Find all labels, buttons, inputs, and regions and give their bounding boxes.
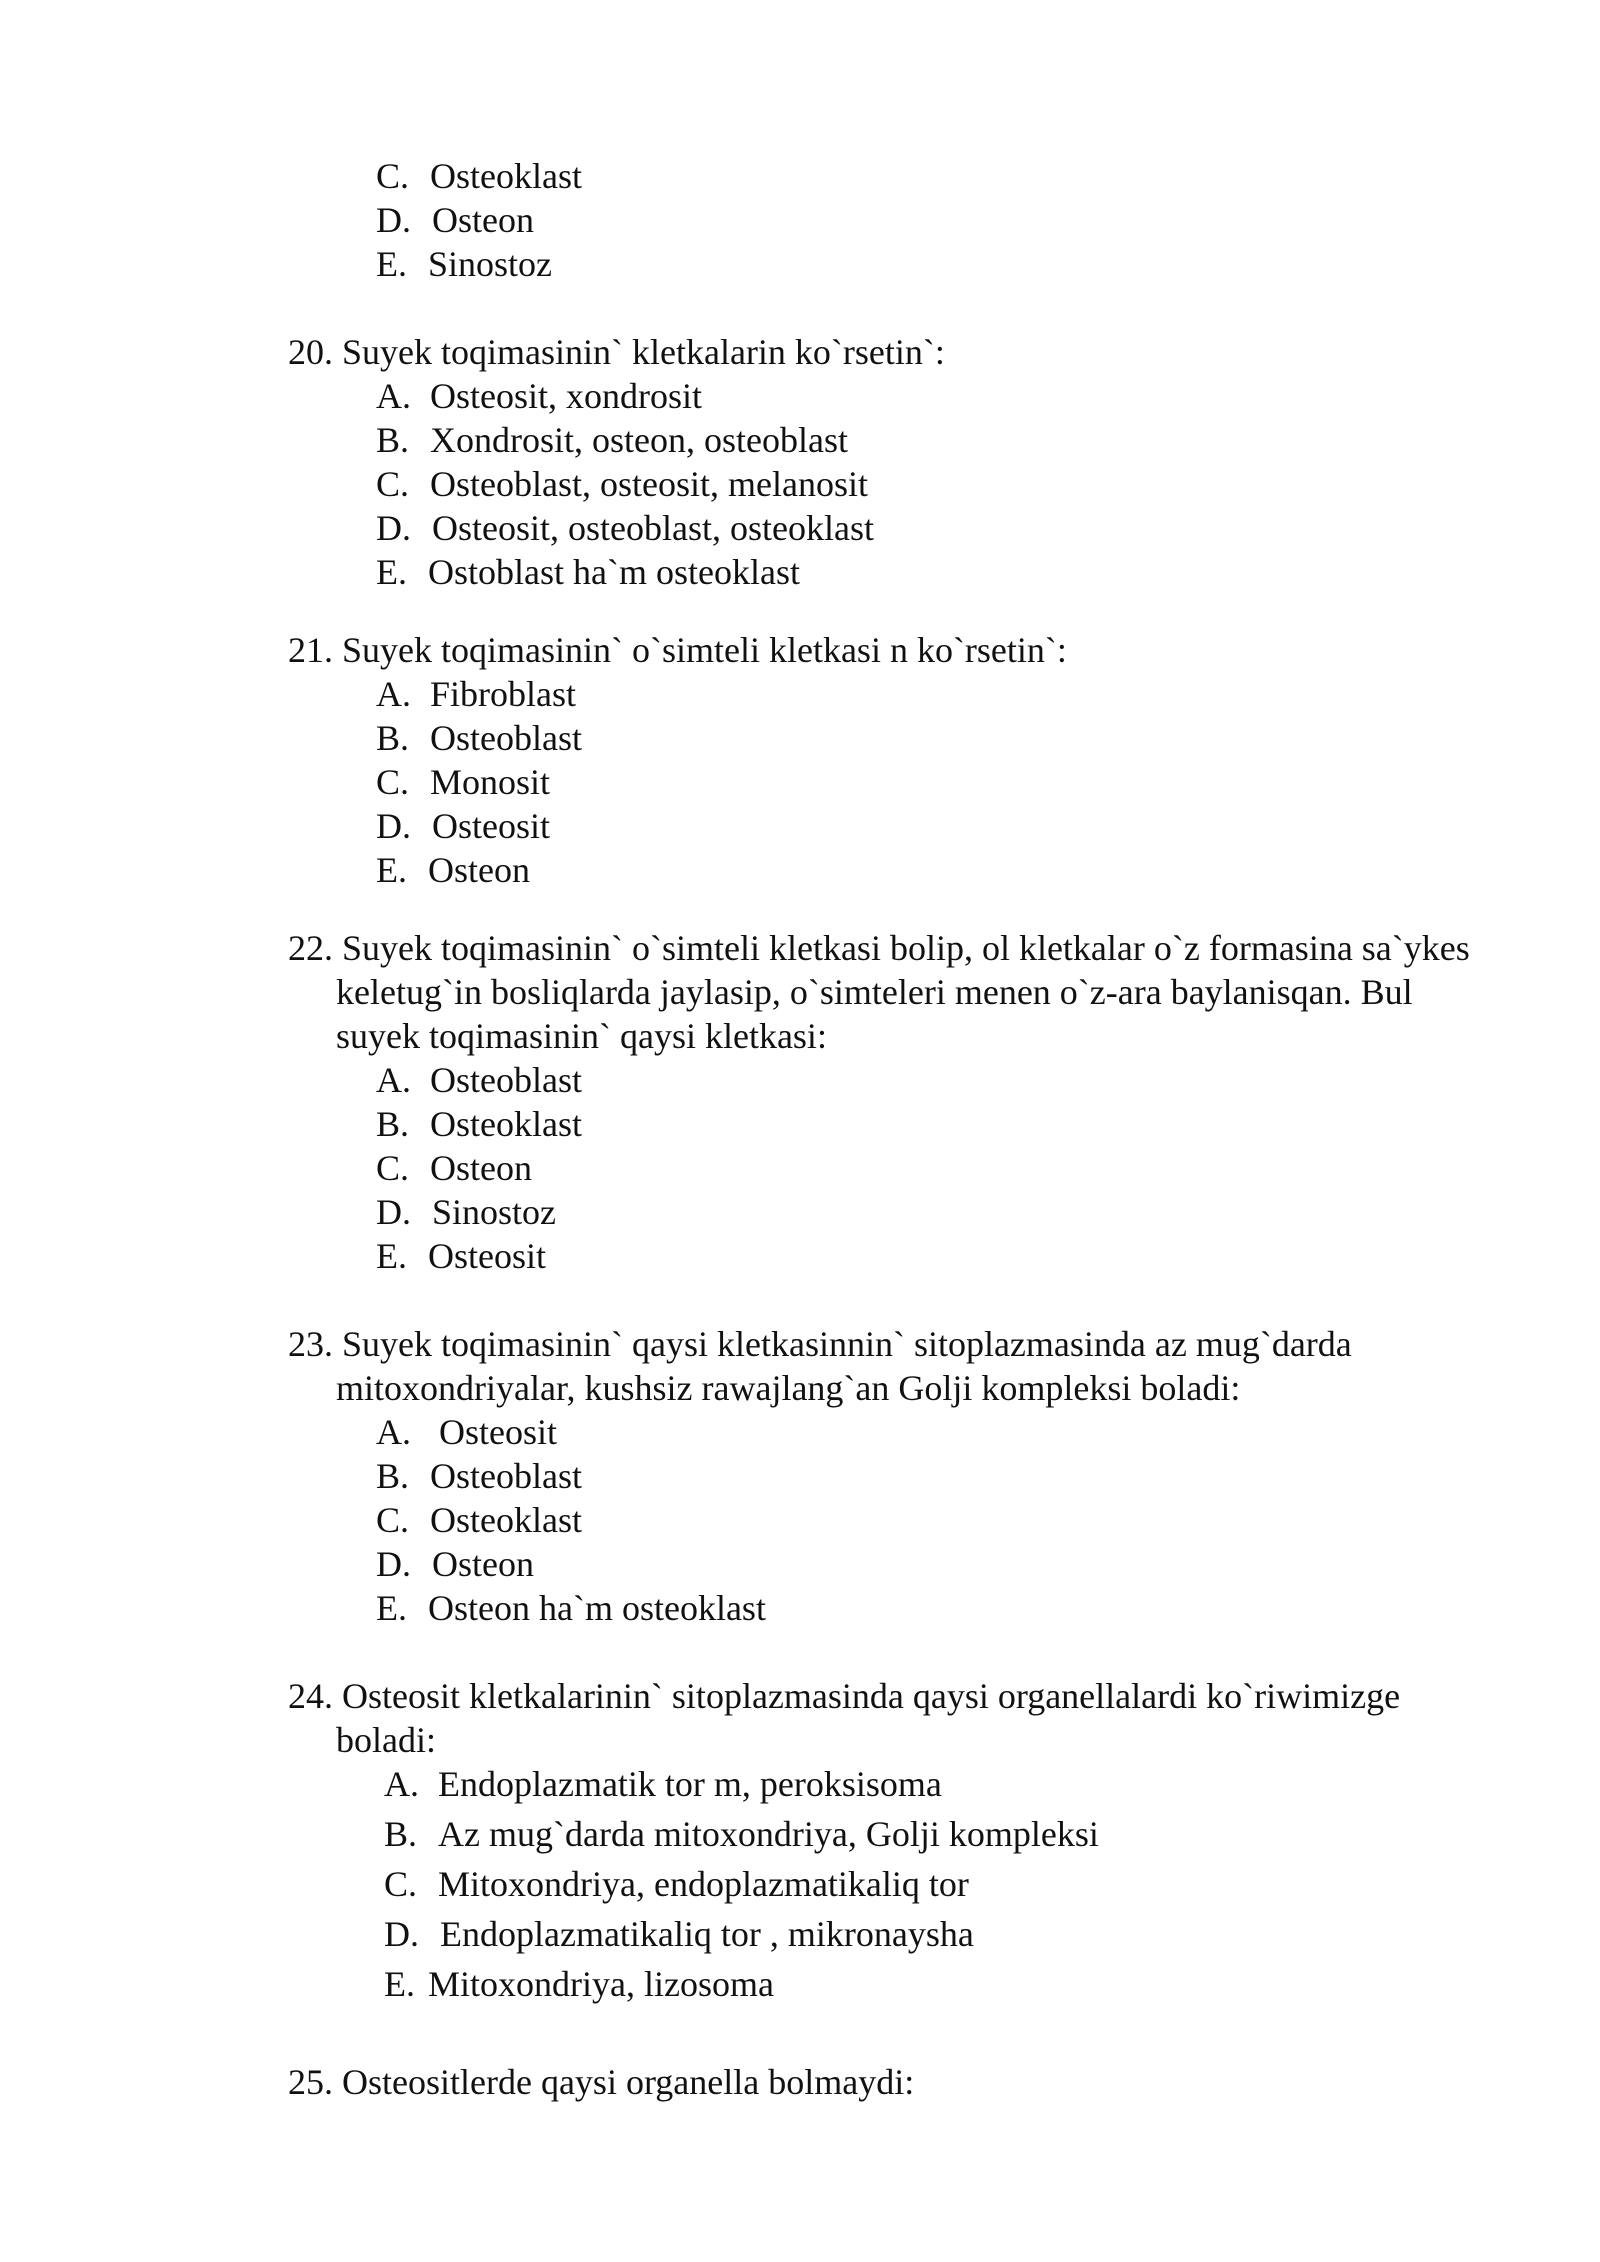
option-text: Osteosit [430, 1412, 558, 1452]
option-b [384, 1812, 1099, 1856]
question-20 [288, 330, 945, 374]
question-number: 24. [288, 1676, 333, 1716]
option-text: Osteoklast [430, 1500, 582, 1540]
option-text: Sinostoz [432, 1192, 557, 1232]
option-letter: E. [376, 1236, 407, 1276]
question-number: 20. [288, 332, 333, 372]
option-text: Osteon ha`m osteoklast [428, 1588, 766, 1628]
question-24 [288, 1674, 1400, 1718]
option-a [384, 1762, 942, 1806]
option-text: Endoplazmatikaliq tor , mikronaysha [440, 1914, 974, 1954]
option-letter: B. [376, 1104, 410, 1144]
question-text: Osteosit kletkalarinin` sitoplazmasinda qaysi organellalardi ko`riwimizge [342, 1676, 1401, 1716]
question-text-continued: boladi: [336, 1720, 436, 1760]
option-text: Osteoblast [430, 1060, 582, 1100]
option-text: Osteoblast [430, 718, 582, 758]
option-letter: D. [376, 1192, 411, 1232]
option-text: Sinostoz [428, 244, 553, 284]
option-letter: A. [376, 376, 411, 416]
question-21 [288, 628, 1067, 672]
option-c [384, 1862, 969, 1906]
option-letter: E. [376, 244, 407, 284]
option-letter: C. [376, 464, 410, 504]
option-b [376, 1454, 582, 1498]
option-e [376, 848, 530, 892]
option-text: Osteoblast [430, 1456, 582, 1496]
option-d [376, 804, 550, 848]
option-d [376, 198, 534, 242]
option-letter: D. [376, 200, 411, 240]
option-letter: B. [376, 718, 410, 758]
option-letter: E. [376, 1588, 407, 1628]
option-letter: A. [376, 1060, 411, 1100]
option-e [376, 1586, 766, 1630]
option-text: Monosit [430, 762, 551, 802]
option-text: Osteoklast [430, 1104, 582, 1144]
option-text: Xondrosit, osteon, osteoblast [430, 420, 848, 460]
option-letter: B. [384, 1814, 418, 1854]
option-text: Osteon [430, 1148, 533, 1188]
option-d [384, 1912, 974, 1956]
question-text-continued: suyek toqimasinin` qaysi kletkasi: [336, 1016, 827, 1056]
option-letter: C. [384, 1864, 418, 1904]
option-c [376, 1146, 532, 1190]
option-e [376, 550, 800, 594]
option-letter: E. [384, 1964, 415, 2004]
question-number: 22. [288, 928, 333, 968]
option-e [384, 1962, 774, 2006]
option-text: Osteosit, osteoblast, osteoklast [432, 508, 874, 548]
option-a [376, 672, 576, 716]
option-a [376, 1058, 582, 1102]
question-25 [288, 2060, 914, 2104]
option-d [376, 506, 874, 550]
option-letter: B. [376, 1456, 410, 1496]
question-text-continued: mitoxondriyalar, kushsiz rawajlang`an Golji kompleksi boladi: [336, 1368, 1241, 1408]
option-letter: C. [376, 1148, 410, 1188]
option-text: Fibroblast [430, 674, 577, 714]
question-text: Suyek toqimasinin` o`simteli kletkasi n ko`rsetin`: [342, 630, 1067, 670]
option-letter: C. [376, 1500, 410, 1540]
option-letter: A. [376, 1412, 411, 1452]
option-b [376, 418, 848, 462]
option-text: Az mug`darda mitoxondriya, Golji kompleksi [438, 1814, 1099, 1854]
option-letter: D. [376, 508, 411, 548]
option-letter: C. [376, 762, 410, 802]
option-letter: E. [376, 850, 407, 890]
option-letter: D. [384, 1914, 419, 1954]
option-c [376, 1498, 582, 1542]
option-e [376, 1234, 546, 1278]
option-text: Osteoblast, osteosit, melanosit [430, 464, 868, 504]
option-text: Osteosit [432, 806, 551, 846]
option-letter: D. [376, 1544, 411, 1584]
option-text: Osteoklast [430, 156, 582, 196]
option-letter: B. [376, 420, 410, 460]
option-text: Osteosit, xondrosit [430, 376, 703, 416]
option-text: Osteosit [428, 1236, 547, 1276]
option-text: Osteon [432, 1544, 534, 1584]
option-text: Osteon [432, 200, 534, 240]
option-d [376, 1190, 556, 1234]
option-letter: A. [384, 1764, 419, 1804]
option-letter: E. [376, 552, 407, 592]
option-letter: C. [376, 156, 410, 196]
option-e [376, 242, 552, 286]
option-c [376, 154, 582, 198]
option-text: Endoplazmatik tor m, peroksisoma [438, 1764, 942, 1804]
question-text: Suyek toqimasinin` qaysi kletkasinnin` sitoplazmasinda az mug`darda [342, 1324, 1352, 1364]
question-number: 23. [288, 1324, 333, 1364]
option-b [376, 1102, 582, 1146]
question-number: 25. [288, 2062, 333, 2102]
option-c [376, 760, 550, 804]
option-d [376, 1542, 534, 1586]
option-text: Ostoblast ha`m osteoklast [428, 552, 800, 592]
option-c [376, 462, 868, 506]
option-text: Mitoxondriya, lizosoma [428, 1964, 774, 2004]
question-22 [288, 926, 1470, 970]
question-23 [288, 1322, 1352, 1366]
question-text-continued: keletug`in bosliqlarda jaylasip, o`simteleri menen o`z-ara baylanisqan. Bul [336, 972, 1413, 1012]
option-a [376, 374, 702, 418]
option-letter: A. [376, 674, 411, 714]
question-number: 21. [288, 630, 333, 670]
question-text: Osteositlerde qaysi organella bolmaydi: [342, 2062, 915, 2102]
option-text: Mitoxondriya, endoplazmatikaliq tor [438, 1864, 969, 1904]
option-text: Osteon [428, 850, 530, 890]
option-b [376, 716, 582, 760]
option-letter: D. [376, 806, 411, 846]
question-text: Suyek toqimasinin` kletkalarin ko`rsetin`: [342, 332, 945, 372]
option-a [376, 1410, 557, 1454]
question-text: Suyek toqimasinin` o`simteli kletkasi bolip, ol kletkalar o`z formasina sa`ykes [342, 928, 1470, 968]
